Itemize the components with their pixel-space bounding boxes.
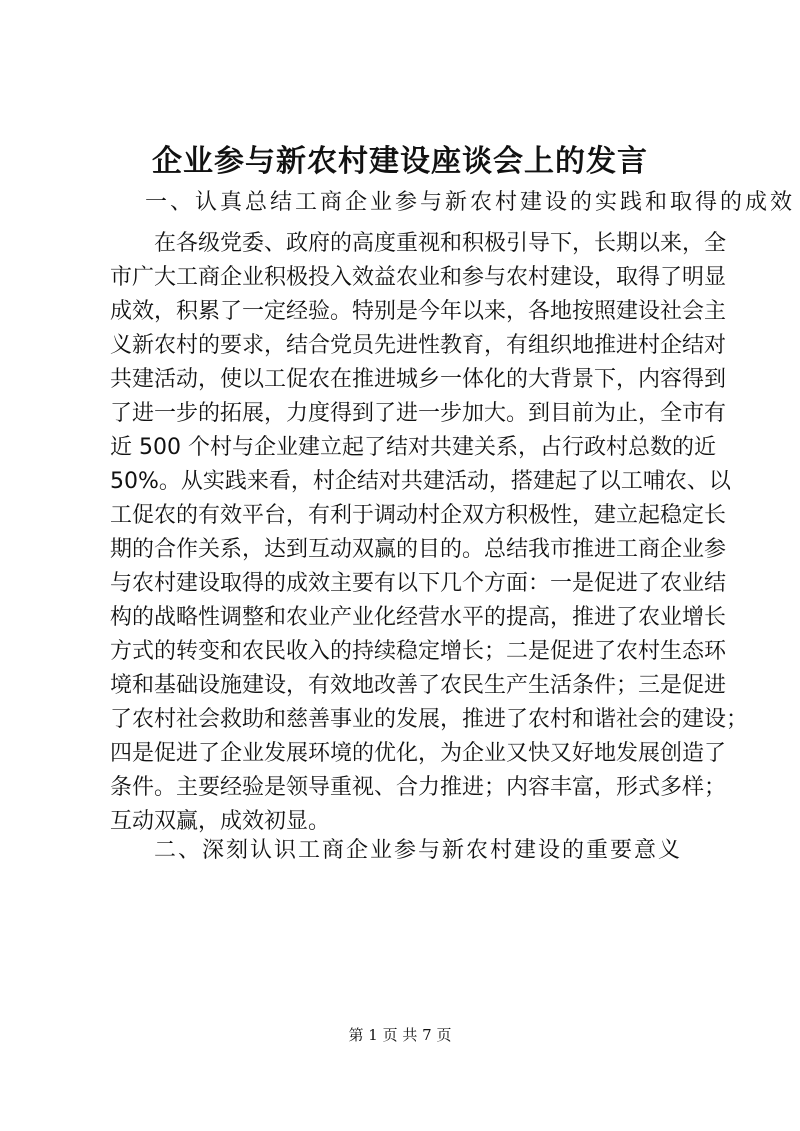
- paragraph-line: 与农村建设取得的成效主要有以下几个方面：一是促进了农业结: [110, 571, 727, 596]
- paragraph-line: 期的合作关系，达到互动双赢的目的。总结我市推进工商企业参: [110, 537, 727, 562]
- paragraph-line: 近 500 个村与企业建立起了结对共建关系，占行政村总数的近: [110, 435, 716, 460]
- paragraph-line: 50%。从实践来看，村企结对共建活动，搭建起了以工哺农、以: [110, 469, 731, 494]
- paragraph-line: 条件。主要经验是领导重视、合力推进；内容丰富，形式多样；: [110, 775, 727, 800]
- page-number: 第 1 页 共 7 页: [348, 1026, 452, 1044]
- section-heading-2: 二、深刻认识工商企业参与新农村建设的重要意义: [154, 838, 683, 863]
- paragraph-line: 了进一步的拓展，力度得到了进一步加大。到目前为止，全市有: [110, 401, 727, 426]
- paragraph-line: 了农村社会救助和慈善事业的发展，推进了农村和谐社会的建设；: [110, 707, 749, 732]
- paragraph-line: 境和基础设施建设，有效地改善了农民生产生活条件；三是促进: [110, 673, 727, 698]
- paragraph-line: 市广大工商企业积极投入效益农业和参与农村建设，取得了明显: [110, 265, 727, 290]
- section-heading-1: 一、认真总结工商企业参与新农村建设的实践和取得的成效: [145, 190, 796, 215]
- paragraph-line: 义新农村的要求，结合党员先进性教育，有组织地推进村企结对: [110, 333, 727, 358]
- body-paragraph: [110, 227, 749, 839]
- paragraph-line: 工促农的有效平台，有利于调动村企双方积极性，建立起稳定长: [110, 503, 727, 528]
- paragraph-line: 成效，积累了一定经验。特别是今年以来，各地按照建设社会主: [110, 299, 727, 324]
- page-title: 企业参与新农村建设座谈会上的发言: [152, 144, 648, 179]
- paragraph-line: 在各级党委、政府的高度重视和积极引导下，长期以来，全: [154, 231, 727, 256]
- paragraph-line: 方式的转变和农民收入的持续稳定增长；二是促进了农村生态环: [110, 639, 727, 664]
- paragraph-line: 四是促进了企业发展环境的优化，为企业又快又好地发展创造了: [110, 741, 727, 766]
- paragraph-line: 构的战略性调整和农业产业化经营水平的提高，推进了农业增长: [110, 605, 727, 630]
- paragraph-line: 共建活动，使以工促农在推进城乡一体化的大背景下，内容得到: [110, 367, 727, 392]
- paragraph-line: 互动双赢，成效初显。: [110, 809, 331, 834]
